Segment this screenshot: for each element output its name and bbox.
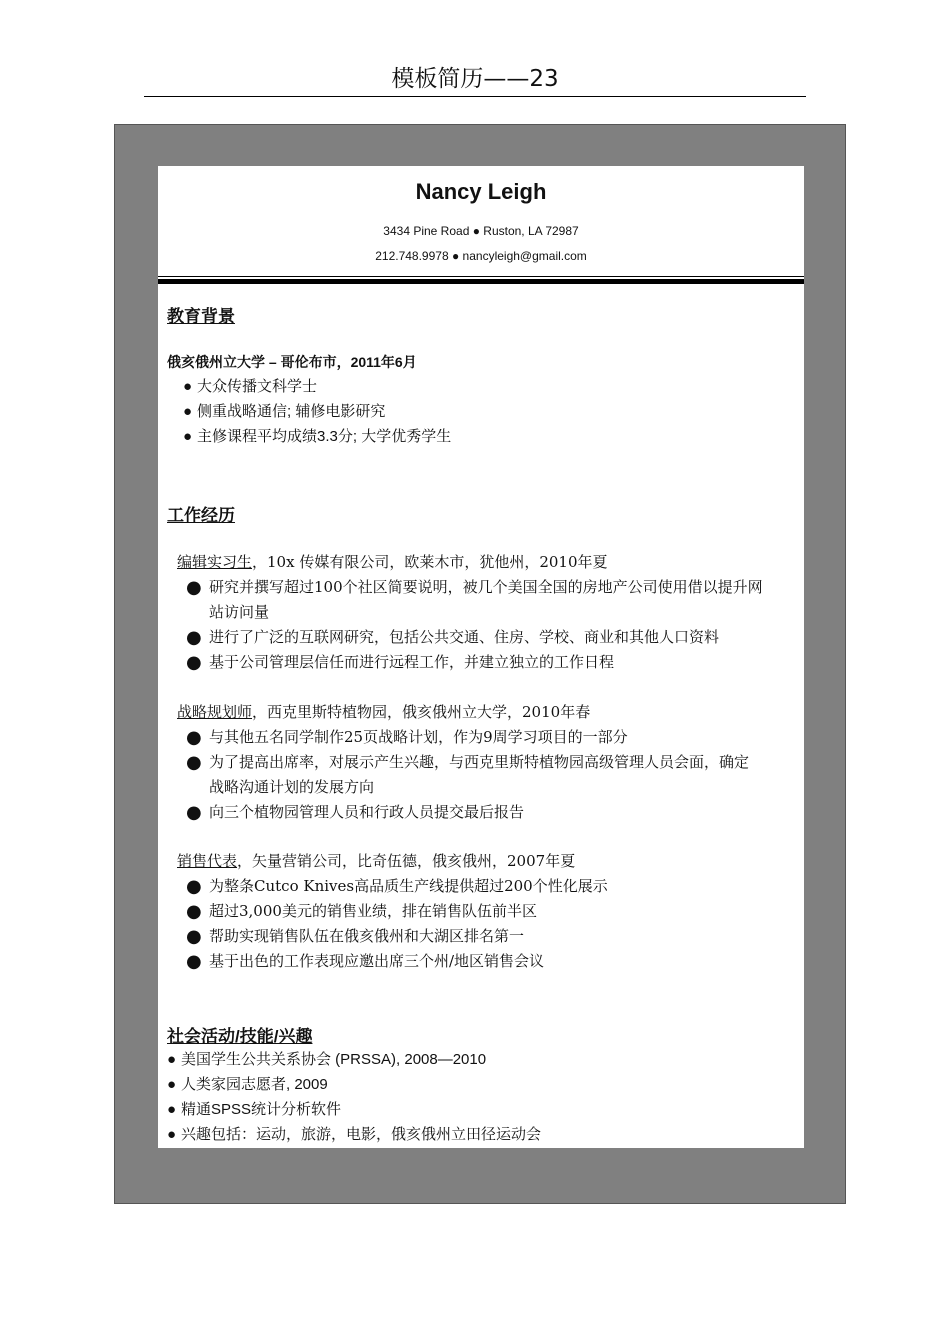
contact-line: 212.748.9978 ● nancyleigh@gmail.com — [375, 249, 587, 263]
education-heading: 教育背景 — [167, 307, 235, 326]
candidate-name: Nancy Leigh — [415, 179, 547, 204]
bullet-icon: ● — [186, 951, 202, 972]
bullet-icon: ● — [186, 901, 202, 922]
job-bullet-continued: 站访问量 — [209, 603, 270, 621]
bullet-icon: ● — [186, 727, 202, 748]
header-divider-thin — [158, 276, 804, 277]
resume-header — [158, 166, 804, 264]
job-title-line: 编辑实习生，10x 传媒有限公司，欧莱木市，犹他州，2010年夏 — [177, 553, 608, 571]
job-title-line: 销售代表，矢量营销公司，比奇伍德，俄亥俄州，2007年夏 — [177, 852, 576, 870]
job-role: 销售代表 — [177, 852, 238, 870]
header-divider-thick — [158, 279, 804, 284]
job-title-line: 战略规划师，西克里斯特植物园，俄亥俄州立大学，2010年春 — [177, 703, 591, 721]
bullet-icon: ● — [186, 752, 202, 773]
bullet-icon: ● — [183, 428, 193, 445]
bullet-icon: ● — [186, 926, 202, 947]
job-bullet: 与其他五名同学制作25页战略计划，作为9周学习项目的一部分 — [209, 728, 628, 746]
bullet-icon: ● — [167, 1126, 177, 1143]
activity-item: ● 精通SPSS统计分析软件 — [167, 1097, 341, 1122]
job-bullet: 基于出色的工作表现应邀出席三个州/地区销售会议 — [209, 952, 545, 970]
job-bullet: 研究并撰写超过100个社区简要说明，被几个美国全国的房地产公司使用借以提升网 — [209, 578, 763, 596]
education-item: ● 侧重战略通信; 辅修电影研究 — [183, 399, 385, 424]
bullet-icon: ● — [167, 1076, 177, 1093]
job-bullet: 基于公司管理层信任而进行远程工作，并建立独立的工作日程 — [209, 653, 615, 671]
bullet-icon: ● — [186, 802, 202, 823]
address-line: 3434 Pine Road ● Ruston, LA 72987 — [383, 224, 579, 238]
job-bullet: 为整条Cutco Knives高品质生产线提供超过200个性化展示 — [209, 877, 608, 895]
activity-item: ● 美国学生公共关系协会 (PRSSA), 2008—2010 — [167, 1047, 486, 1072]
job-role: 编辑实习生 — [177, 553, 253, 571]
job-bullet: 进行了广泛的互联网研究，包括公共交通、住房、学校、商业和其他人口资料 — [209, 628, 720, 646]
bullet-icon: ● — [186, 652, 202, 673]
education-item: ● 主修课程平均成绩3.3分; 大学优秀学生 — [183, 424, 451, 449]
bullet-icon: ● — [186, 577, 202, 598]
education-item: ● 大众传播文科学士 — [183, 374, 317, 399]
bullet-icon: ● — [183, 403, 193, 420]
bullet-icon: ● — [167, 1101, 177, 1118]
activity-item: ● 人类家园志愿者, 2009 — [167, 1072, 328, 1097]
activity-item: ● 兴趣包括：运动，旅游，电影，俄亥俄州立田径运动会 — [167, 1122, 541, 1147]
job-bullet: 帮助实现销售队伍在俄亥俄州和大湖区排名第一 — [209, 927, 525, 945]
job-bullet: 向三个植物园管理人员和行政人员提交最后报告 — [209, 803, 525, 821]
resume-page — [158, 166, 804, 1148]
bullet-icon: ● — [167, 1051, 177, 1068]
bullet-icon: ● — [186, 876, 202, 897]
job-bullet: 超过3,000美元的销售业绩，排在销售队伍前半区 — [209, 902, 537, 920]
job-bullet: 为了提高出席率，对展示产生兴趣，与西克里斯特植物园高级管理人员会面，确定 — [209, 753, 750, 771]
job-role: 战略规划师 — [177, 703, 253, 721]
job-bullet-continued: 战略沟通计划的发展方向 — [209, 778, 375, 796]
bullet-icon: ● — [183, 378, 193, 395]
education-school: 俄亥俄州立大学 – 哥伦布市，2011年6月 — [167, 354, 417, 370]
bullet-icon: ● — [186, 627, 202, 648]
activities-heading: 社会活动/技能/兴趣 — [167, 1027, 313, 1046]
work-heading: 工作经历 — [167, 506, 235, 525]
document-title: 模板简历——23 — [144, 62, 806, 97]
